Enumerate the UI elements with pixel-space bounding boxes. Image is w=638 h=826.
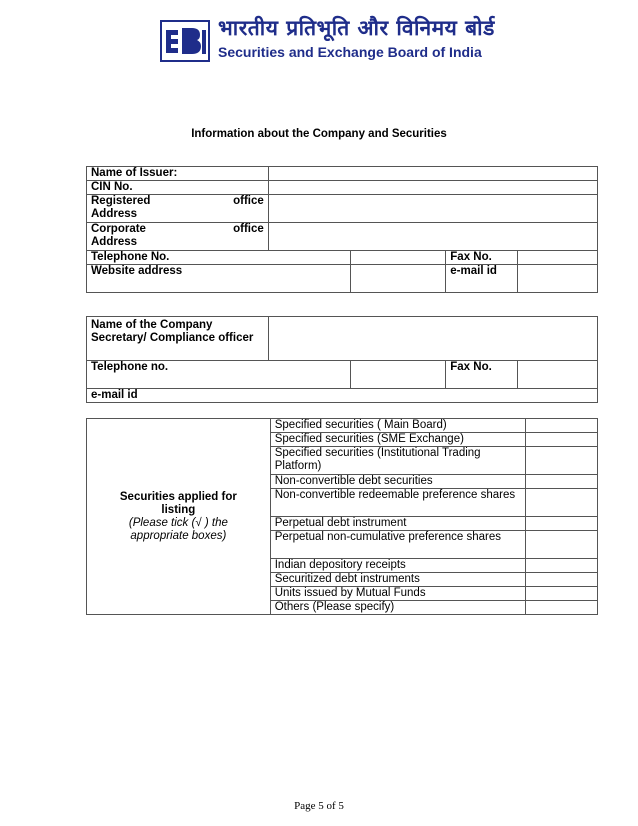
page-number: Page 5 of 5 [294,800,344,812]
option-label: Perpetual non-cumulative preference shares [270,531,525,559]
website-label: Website address [87,265,351,293]
email-field[interactable] [518,265,598,293]
registered-office-field[interactable] [268,195,597,223]
email-label: e-mail id [446,265,518,293]
option-checkbox[interactable] [526,517,598,531]
name-of-issuer-field[interactable] [268,167,597,181]
corporate-office-field[interactable] [268,223,597,251]
tick-instruction: (Please tick (√ ) the appropriate boxes) [128,516,228,542]
option-checkbox[interactable] [526,419,598,433]
option-label: Specified securities (Institutional Trading Platform) [270,447,525,475]
sebi-logo [160,20,210,62]
option-checkbox[interactable] [526,531,598,559]
option-checkbox[interactable] [526,475,598,489]
cin-field[interactable] [268,181,597,195]
option-label: Others (Please specify) [270,601,525,615]
option-checkbox[interactable] [526,489,598,517]
name-of-issuer-label: Name of Issuer: [87,167,269,181]
secretary-email-label: e-mail id [87,389,598,403]
secretary-name-field[interactable] [268,317,597,361]
option-label: Specified securities (SME Exchange) [270,433,525,447]
securities-applied-label: Securities applied for listing [119,490,237,516]
company-info-table [86,166,598,293]
option-label: Perpetual debt instrument [270,517,525,531]
corporate-office-label: Corporate office Address [87,223,269,251]
fax-field[interactable] [518,251,598,265]
secretary-name-label: Name of the Company Secretary/ Compliance officer [87,317,269,361]
fax-label: Fax No. [446,251,518,265]
option-label: Specified securities ( Main Board) [270,419,525,433]
secretary-telephone-field[interactable] [350,361,446,389]
secretary-telephone-label: Telephone no. [87,361,351,389]
secretary-table [86,316,598,403]
option-checkbox[interactable] [526,601,598,615]
cin-label: CIN No. [87,181,269,195]
option-checkbox[interactable] [526,573,598,587]
option-label: Units issued by Mutual Funds [270,587,525,601]
option-checkbox[interactable] [526,559,598,573]
securities-table [86,418,598,615]
registered-office-label: Registered office Address [87,195,269,223]
option-label: Securitized debt instruments [270,573,525,587]
option-checkbox[interactable] [526,447,598,475]
securities-label-cell [87,419,271,615]
telephone-label: Telephone No. [87,251,351,265]
secretary-fax-label: Fax No. [446,361,518,389]
option-checkbox[interactable] [526,433,598,447]
english-title: Securities and Exchange Board of India [218,44,482,60]
hindi-title: भारतीय प्रतिभूति और विनिमय बोर्ड [218,16,495,40]
option-label: Indian depository receipts [270,559,525,573]
telephone-field[interactable] [350,251,446,265]
option-label: Non-convertible debt securities [270,475,525,489]
secretary-fax-field[interactable] [518,361,598,389]
website-field[interactable] [350,265,446,293]
option-checkbox[interactable] [526,587,598,601]
option-label: Non-convertible redeemable preference shares [270,489,525,517]
section-heading: Information about the Company and Securities [191,128,447,140]
